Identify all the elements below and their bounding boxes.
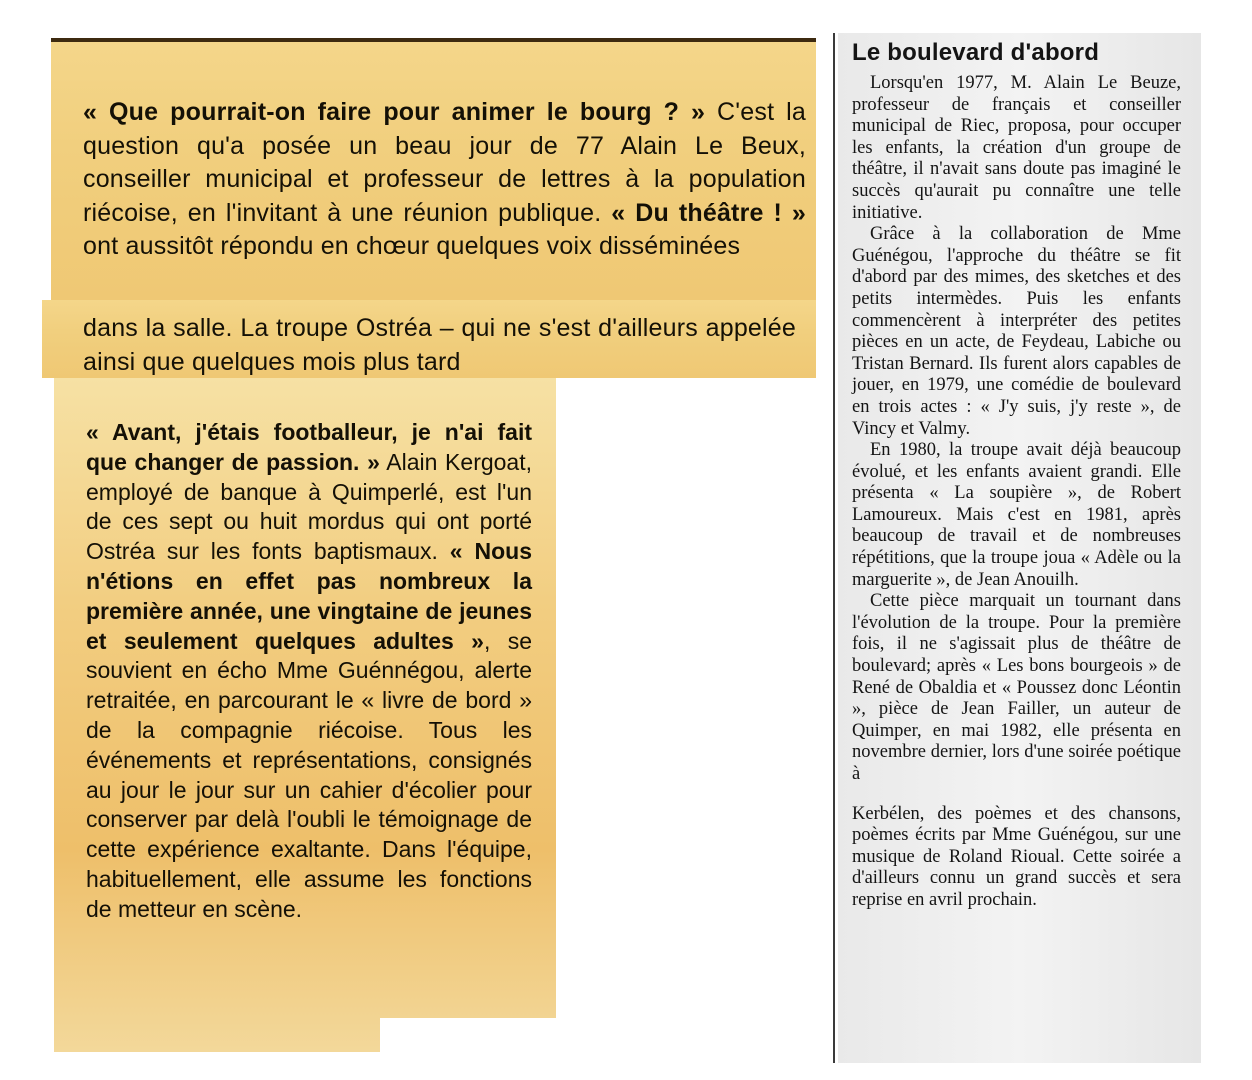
quote-premiere-annee: « Nous n'étions en effet pas nombreux la première année, une vingtaine de jeunes et seulement quelques adultes » xyxy=(86,538,532,654)
intro-text-2: ont aussitôt répondu en chœur quelques voix disséminées xyxy=(83,232,741,260)
paragraph-troupe: dans la salle. La troupe Ostréa – qui ne s'est d'ailleurs appelée ainsi que quelques mois plus tard xyxy=(83,314,796,376)
intro-text-1: C'est la question qu'a posée un beau jour de 77 Alain Le Beux, conseiller municipal et professeur de lettres à la population riécoise, en l'invitant à une réunion publique. xyxy=(83,98,807,227)
paragraph-intro xyxy=(83,96,806,264)
paragraph-1: Lorsqu'en 1977, M. Alain Le Beuze, professeur de français et conseiller municipal de Riec, proposa, pour occuper les enfants, la création d'un groupe de théâtre, il n'avait sans doute pas imaginé le succès qu'aurait pu connaître une telle initiative. xyxy=(852,73,1181,223)
paragraph-3: En 1980, la troupe avait déjà beaucoup évolué, et les enfants avaient grandi. Elle présenta « La soupière », de Robert Lamoureux. Mais c'est en 1981, après beaucoup de travail et de nombreuses répétitions, que la troupe joua « Adèle ou la marguerite », de Jean Anouilh. xyxy=(852,440,1181,590)
clipping-left-part-1 xyxy=(51,42,816,300)
clipping-cut-corner xyxy=(380,1018,556,1052)
kergoat-text-1: Alain Kergoat, employé de banque à Quimperlé, est l'un de ces sept ou huit mordus qui ont porté Ostréa sur les fonts baptismaux. xyxy=(86,448,533,565)
column-gap xyxy=(852,786,1181,804)
paragraph-4: Cette pièce marquait un tournant dans l'évolution de la troupe. Pour la première fois, il ne s'agissait plus de théâtre de boulevard; après « Les bons bourgeois » de René de Obaldia et « Poussez donc Léontin », pièce de Jean Failler, un auteur de Quimper, en mai 1982, elle présenta en novembre dernier, lors d'une soirée poétique à xyxy=(852,591,1181,784)
clipping-left-part-2 xyxy=(42,300,816,378)
paragraph-kergoat xyxy=(86,418,532,925)
clipping-left-part-3 xyxy=(54,378,556,1052)
quote-animer-bourg: « Que pourrait-on faire pour animer le bourg ? » xyxy=(83,98,706,126)
article-title: Le boulevard d'abord xyxy=(852,39,1100,66)
paragraph-2: Grâce à la collaboration de Mme Guénégou, l'approche du théâtre se fit d'abord par des mimes, des sketches et des petits intermèdes. Puis les enfants commencèrent à interpréter des petites pièces en un acte, de Feydeau, Labiche ou Tristan Bernard. Ils furent alors capables de jouer, en 1979, une comédie de boulevard en trois actes : « J'y suis, j'y reste », de Vincy et Valmy. xyxy=(852,224,1181,439)
clipping-right-column xyxy=(838,33,1201,1063)
kergoat-text-2: , se souvient en écho Mme Guénnégou, alerte retraitée, en parcourant le « livre de bord » de la compagnie riécoise. Tous les événements et représentations, consignés au jour le jour sur un cahier d'écolier pour conserver par delà l'oubli le témoignage de cette expérience exaltante. Dans l'équipe, habituellement, elle assume les fonctions de metteur en scène. xyxy=(86,627,532,922)
paragraph-continuation: Kerbélen, des poèmes et des chansons, poèmes écrits par Mme Guénégou, sur une musique de Roland Rioual. Cette soirée a d'ailleurs connu un grand succès et sera reprise en avril prochain. xyxy=(852,803,1181,910)
quote-du-theatre: « Du théâtre ! » xyxy=(611,198,806,227)
column-divider xyxy=(833,33,835,1063)
quote-footballeur: « Avant, j'étais footballeur, je n'ai fait que changer de passion. » xyxy=(86,419,532,475)
